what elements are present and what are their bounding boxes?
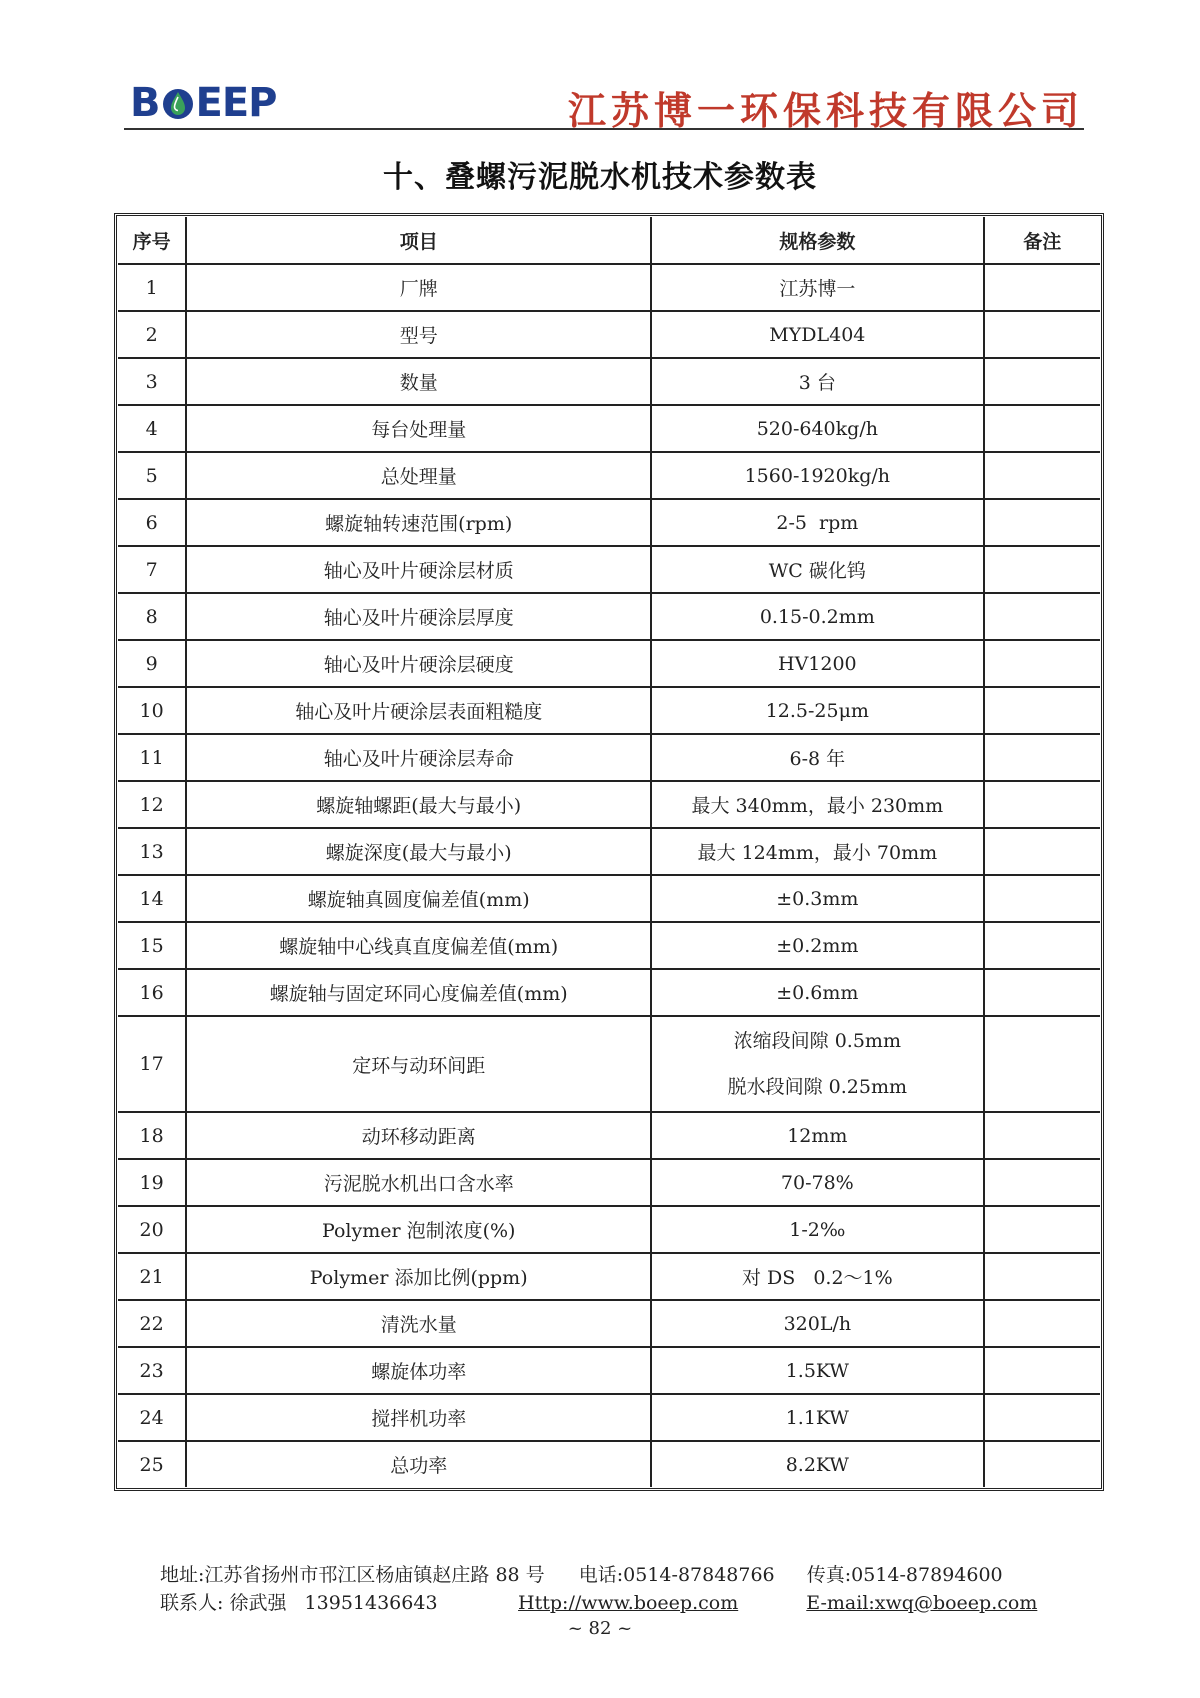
row-spec: 对 DS 0.2～1% (651, 1253, 983, 1300)
row-no: 18 (118, 1112, 186, 1159)
footer-contact: 联系人: 徐武强 13951436643 (160, 1592, 438, 1614)
row-item: 轴心及叶片硬涂层材质 (186, 546, 651, 593)
row-no: 11 (118, 734, 186, 781)
table-row (118, 969, 1100, 1016)
row-spec: 1-2‰ (651, 1206, 983, 1253)
row-item: 定环与动环间距 (186, 1016, 651, 1112)
row-spec: 2-5 rpm (651, 499, 983, 546)
table-row (118, 405, 1100, 452)
row-remark (984, 1394, 1101, 1441)
table-row (118, 781, 1100, 828)
row-item: 型号 (186, 311, 651, 358)
row-item: 轴心及叶片硬涂层硬度 (186, 640, 651, 687)
row-remark (984, 264, 1101, 311)
row-spec: 最大 124mm，最小 70mm (651, 828, 983, 875)
row-remark (984, 593, 1101, 640)
row-spec: HV1200 (651, 640, 983, 687)
row-item: 轴心及叶片硬涂层厚度 (186, 593, 651, 640)
row-remark (984, 1300, 1101, 1347)
row-item: 螺旋轴中心线真直度偏差值(mm) (186, 922, 651, 969)
row-remark (984, 781, 1101, 828)
spec-table (118, 217, 1100, 1487)
table-row (118, 734, 1100, 781)
row-remark (984, 922, 1101, 969)
row-item: 螺旋体功率 (186, 1347, 651, 1394)
page-footer (160, 1560, 1037, 1616)
footer-email-link[interactable]: E-mail:xwq@boeep.com (806, 1592, 1038, 1614)
row-spec: ±0.2mm (651, 922, 983, 969)
row-spec: 最大 340mm，最小 230mm (651, 781, 983, 828)
row-remark (984, 499, 1101, 546)
row-remark (984, 1159, 1101, 1206)
footer-phone: 电话:0514-87848766 (578, 1564, 775, 1586)
row-item: 每台处理量 (186, 405, 651, 452)
row-spec: 1.1KW (651, 1394, 983, 1441)
row-no: 2 (118, 311, 186, 358)
row-no: 13 (118, 828, 186, 875)
header-spec: 规格参数 (651, 217, 983, 264)
table-row (118, 1394, 1100, 1441)
row-remark (984, 1206, 1101, 1253)
page-number: ~ 82 ~ (567, 1618, 633, 1639)
row-no: 8 (118, 593, 186, 640)
row-spec: 70-78% (651, 1159, 983, 1206)
row-remark (984, 1016, 1101, 1112)
table-row (118, 1347, 1100, 1394)
row-no: 7 (118, 546, 186, 593)
row-remark (984, 1347, 1101, 1394)
row-no: 24 (118, 1394, 186, 1441)
row-item: 轴心及叶片硬涂层表面粗糙度 (186, 687, 651, 734)
page-title: 十、叠螺污泥脱水机技术参数表 (383, 160, 817, 195)
row-spec: 320L/h (651, 1300, 983, 1347)
table-row (118, 264, 1100, 311)
row-no: 9 (118, 640, 186, 687)
table-row (118, 1253, 1100, 1300)
row-no: 6 (118, 499, 186, 546)
row-remark (984, 734, 1101, 781)
table-row (118, 828, 1100, 875)
row-spec: 8.2KW (651, 1441, 983, 1487)
company-logo: B EEP (130, 80, 277, 126)
table-row (118, 1206, 1100, 1253)
row-spec-line: 浓缩段间隙 0.5mm (733, 1030, 901, 1052)
row-remark (984, 640, 1101, 687)
row-item: 螺旋轴真圆度偏差值(mm) (186, 875, 651, 922)
table-row (118, 311, 1100, 358)
row-item: Polymer 泡制浓度(%) (186, 1206, 651, 1253)
table-row (118, 640, 1100, 687)
table-header-row (118, 217, 1100, 264)
table-row (118, 358, 1100, 405)
row-no: 21 (118, 1253, 186, 1300)
row-spec: ±0.3mm (651, 875, 983, 922)
table-row (118, 1159, 1100, 1206)
row-spec: 0.15-0.2mm (651, 593, 983, 640)
table-row (118, 922, 1100, 969)
row-item: 搅拌机功率 (186, 1394, 651, 1441)
row-no: 12 (118, 781, 186, 828)
row-item: 厂牌 (186, 264, 651, 311)
row-item: 轴心及叶片硬涂层寿命 (186, 734, 651, 781)
row-spec: 520-640kg/h (651, 405, 983, 452)
row-spec: 1560-1920kg/h (651, 452, 983, 499)
header-remark: 备注 (984, 217, 1101, 264)
row-no: 20 (118, 1206, 186, 1253)
row-spec: 1.5KW (651, 1347, 983, 1394)
row-remark (984, 546, 1101, 593)
row-item: 污泥脱水机出口含水率 (186, 1159, 651, 1206)
row-item: 总功率 (186, 1441, 651, 1487)
row-spec: MYDL404 (651, 311, 983, 358)
table-row (118, 687, 1100, 734)
row-remark (984, 875, 1101, 922)
table-row (118, 1441, 1100, 1487)
header-no: 序号 (118, 217, 186, 264)
row-item: 螺旋轴螺距(最大与最小) (186, 781, 651, 828)
table-row (118, 593, 1100, 640)
water-drop-icon (161, 83, 195, 123)
spec-table-frame (114, 213, 1104, 1491)
row-no: 25 (118, 1441, 186, 1487)
row-no: 19 (118, 1159, 186, 1206)
row-item: Polymer 添加比例(ppm) (186, 1253, 651, 1300)
footer-website-link[interactable]: Http://www.boeep.com (518, 1592, 739, 1614)
header-item: 项目 (186, 217, 651, 264)
row-spec: 12mm (651, 1112, 983, 1159)
company-name: 江苏博一环保科技有限公司 (567, 89, 1084, 133)
row-remark (984, 1253, 1101, 1300)
row-item: 螺旋轴与固定环同心度偏差值(mm) (186, 969, 651, 1016)
table-row (118, 1112, 1100, 1159)
row-no: 15 (118, 922, 186, 969)
row-remark (984, 1112, 1101, 1159)
table-row (118, 1300, 1100, 1347)
row-item: 动环移动距离 (186, 1112, 651, 1159)
footer-fax: 传真:0514-87894600 (806, 1564, 1003, 1586)
row-no: 5 (118, 452, 186, 499)
row-remark (984, 969, 1101, 1016)
row-no: 16 (118, 969, 186, 1016)
row-no: 14 (118, 875, 186, 922)
row-remark (984, 405, 1101, 452)
row-no: 3 (118, 358, 186, 405)
row-spec: 江苏博一 (651, 264, 983, 311)
table-row (118, 1016, 1100, 1112)
row-item: 总处理量 (186, 452, 651, 499)
row-spec: ±0.6mm (651, 969, 983, 1016)
row-remark (984, 452, 1101, 499)
row-item: 螺旋轴转速范围(rpm) (186, 499, 651, 546)
row-spec: 6-8 年 (651, 734, 983, 781)
row-no: 10 (118, 687, 186, 734)
row-no: 1 (118, 264, 186, 311)
row-remark (984, 1441, 1101, 1487)
row-remark (984, 358, 1101, 405)
row-item: 螺旋深度(最大与最小) (186, 828, 651, 875)
row-no: 22 (118, 1300, 186, 1347)
row-no: 4 (118, 405, 186, 452)
row-remark (984, 687, 1101, 734)
row-spec: 3 台 (651, 358, 983, 405)
row-spec-line: 脱水段间隙 0.25mm (727, 1076, 908, 1098)
page-header (124, 78, 1084, 133)
row-item: 数量 (186, 358, 651, 405)
table-row (118, 499, 1100, 546)
table-row (118, 875, 1100, 922)
row-remark (984, 311, 1101, 358)
row-spec (651, 1016, 983, 1112)
row-spec: WC 碳化钨 (651, 546, 983, 593)
row-no: 17 (118, 1016, 186, 1112)
row-remark (984, 828, 1101, 875)
table-row (118, 452, 1100, 499)
row-spec: 12.5-25μm (651, 687, 983, 734)
footer-address: 地址:江苏省扬州市邗江区杨庙镇赵庄路 88 号 (160, 1564, 545, 1586)
row-no: 23 (118, 1347, 186, 1394)
table-body (118, 264, 1100, 1487)
row-item: 清洗水量 (186, 1300, 651, 1347)
table-row (118, 546, 1100, 593)
